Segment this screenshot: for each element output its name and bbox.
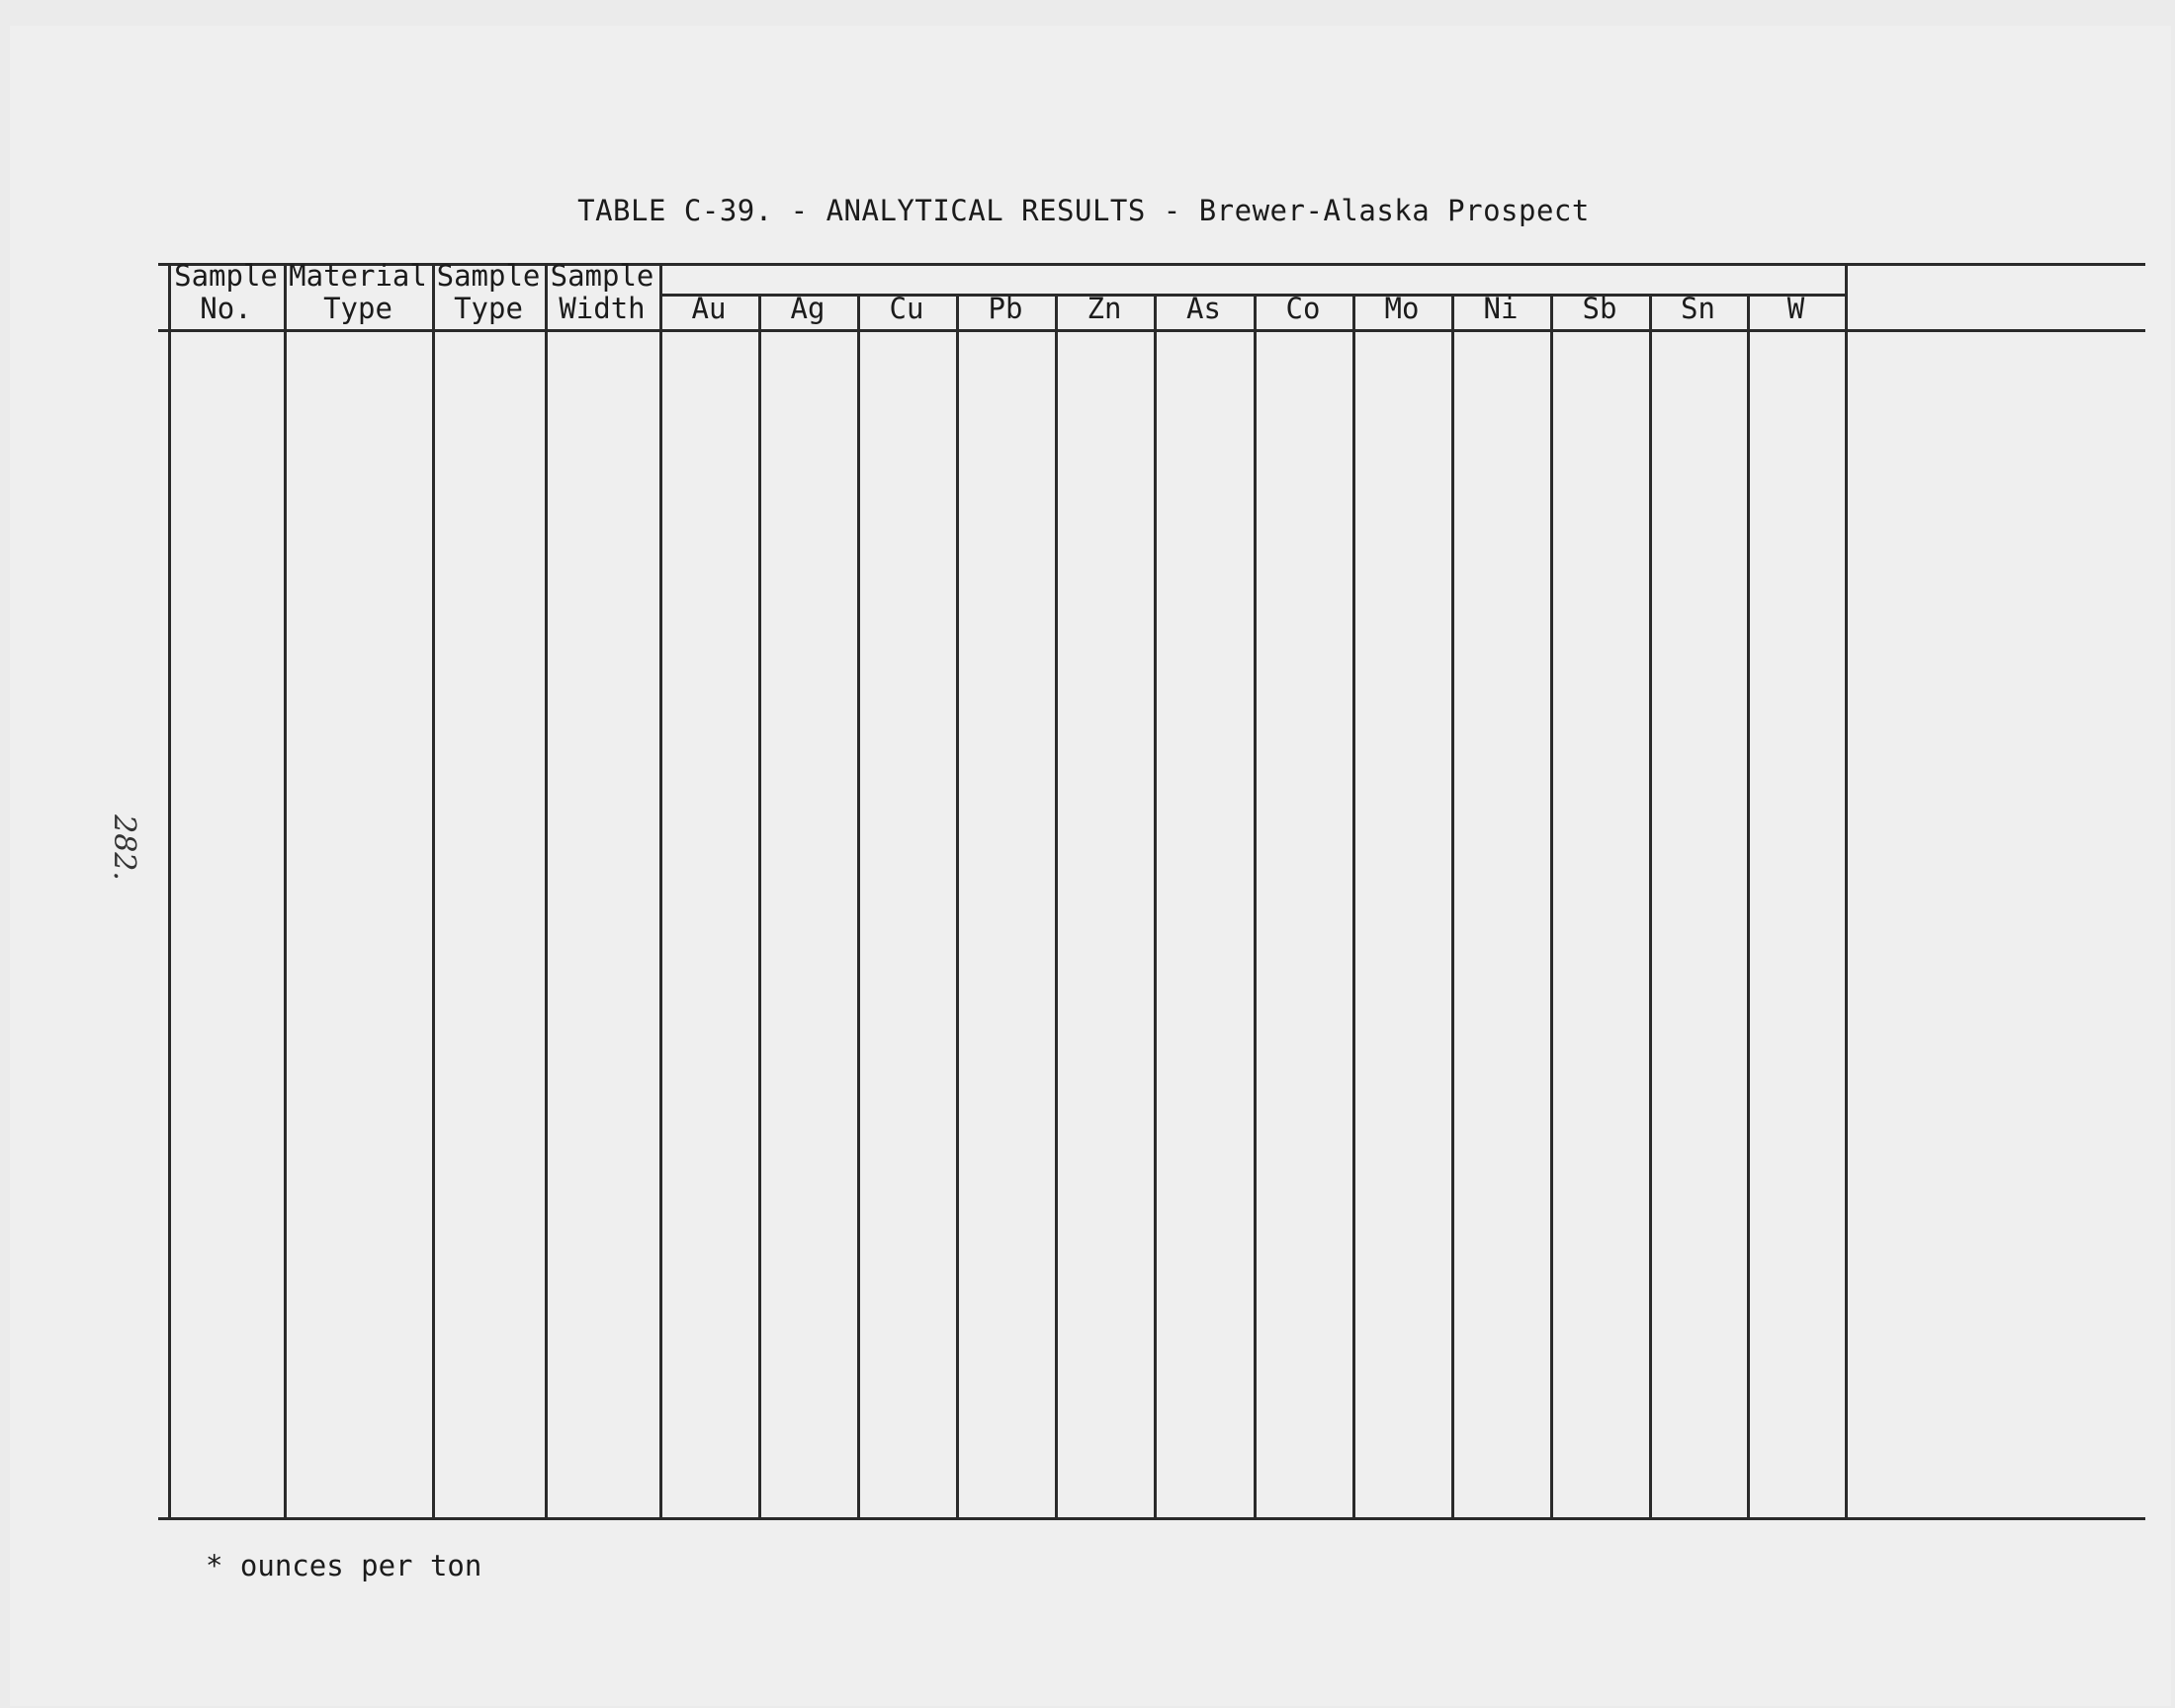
header-element-zn: Zn — [1087, 292, 1122, 325]
column-rule — [659, 263, 662, 1517]
column-rule — [1254, 294, 1257, 1517]
header-sample-width-1: Sample — [550, 259, 654, 293]
column-rule — [1154, 294, 1157, 1517]
table-title: TABLE C-39. - ANALYTICAL RESULTS - Brewer-Alaska Prospect — [577, 194, 1590, 227]
header-material: Material — [289, 259, 427, 293]
column-rule — [857, 294, 860, 1517]
header-element-ag: Ag — [790, 292, 826, 325]
header-element-cu: Cu — [889, 292, 924, 325]
column-rule — [1649, 294, 1652, 1517]
header-sample-width-2: Width — [559, 292, 646, 325]
header-element-mo: Mo — [1384, 292, 1420, 325]
header-element-co: Co — [1285, 292, 1321, 325]
column-rule — [168, 263, 171, 1517]
column-rule — [1747, 294, 1750, 1517]
header-element-sn: Sn — [1681, 292, 1715, 325]
header-element-w: W — [1786, 292, 1805, 325]
header-element-pb: Pb — [988, 292, 1023, 325]
column-rule — [432, 263, 435, 1517]
header-sample-type-2: Type — [454, 292, 523, 325]
header-element-sb: Sb — [1582, 292, 1617, 325]
column-rule — [1055, 294, 1058, 1517]
column-rule — [758, 294, 761, 1517]
column-rule — [1352, 294, 1355, 1517]
header-sample-type-1: Sample — [436, 259, 541, 293]
margin-page-note: 282. — [106, 814, 141, 881]
header-material-type: Type — [323, 292, 392, 325]
header-element-au: Au — [691, 292, 727, 325]
column-rule — [545, 263, 548, 1517]
header-no: No. — [200, 292, 252, 325]
column-rule — [956, 294, 959, 1517]
column-rule — [1550, 294, 1553, 1517]
column-rule — [1845, 263, 1848, 1517]
footnote: * ounces per ton — [206, 1549, 482, 1582]
header-element-ni: Ni — [1483, 292, 1519, 325]
column-rule — [1451, 294, 1454, 1517]
header-sample: Sample — [174, 259, 278, 293]
table-bottom-rule — [158, 1517, 2145, 1520]
column-rule — [284, 263, 287, 1517]
header-element-as: As — [1186, 292, 1221, 325]
